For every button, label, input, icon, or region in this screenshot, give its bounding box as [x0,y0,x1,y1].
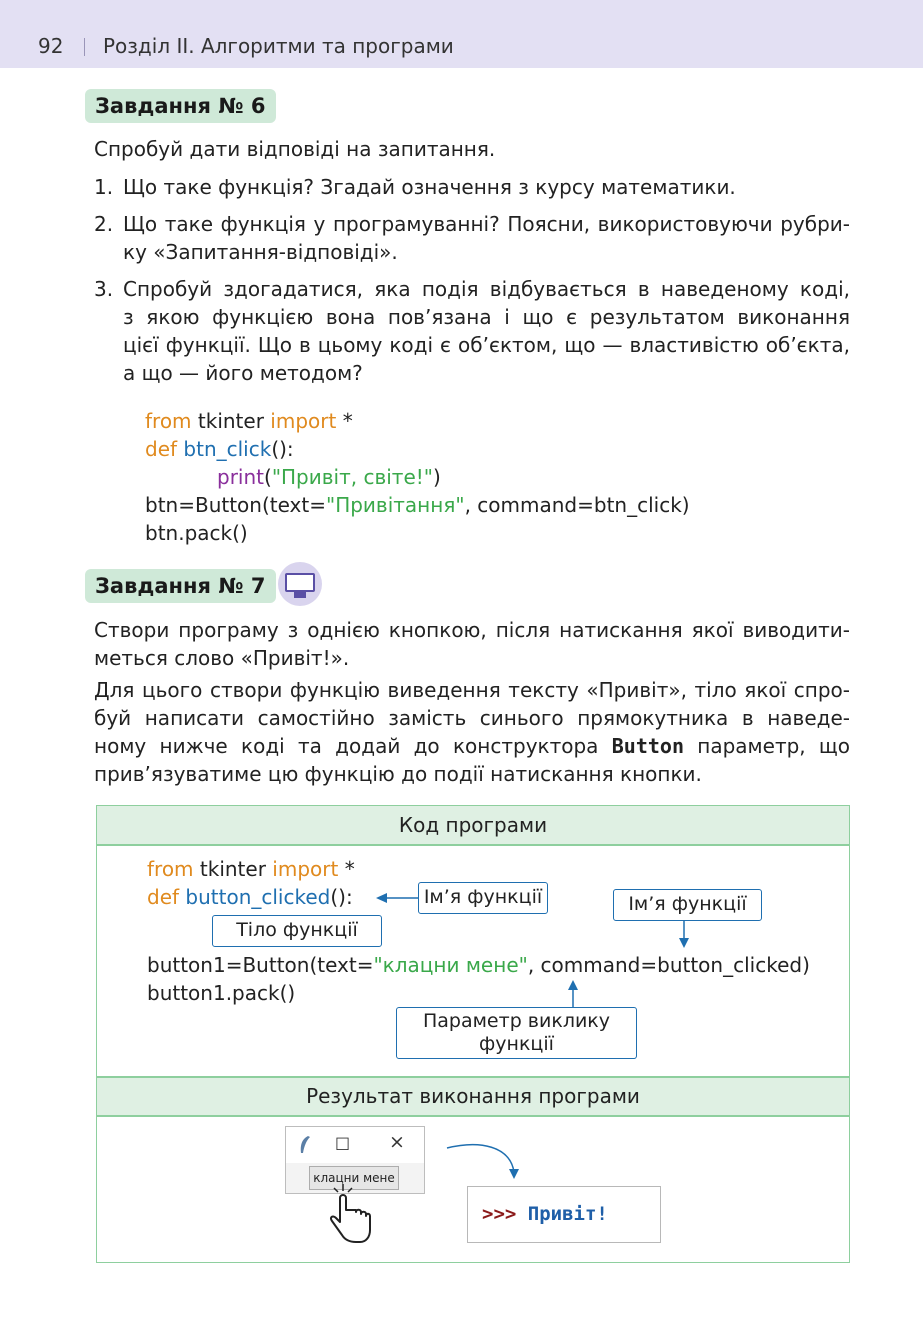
arrow-head [568,980,578,990]
code-text: ) [432,465,441,489]
code-text: * [338,857,355,881]
console-output-text: Привіт! [527,1203,608,1225]
close-icon[interactable]: × [389,1131,405,1153]
task7-p1-line: Створи програму з однією кнопкою, після натискання якої виводити- [94,618,850,642]
code-header: Код програми [97,806,849,844]
task6-item3-line: цієї функції. Що в цьому коді є об’єктом, що — властивістю об’єкта, [123,333,850,357]
code-keyword: def [145,437,178,461]
task6-item3-line: з якою функцією вона пов’язана і що є результатом виконання [123,305,850,329]
callout-function-name-right: Ім’я функції [613,889,762,921]
code-text: ( [264,465,272,489]
code-keyword: import [270,409,337,433]
task7-p2-line: прив’язуватиме цю функцію до події натискання кнопки. [94,762,702,786]
code-string: "Привітання" [326,493,465,517]
code-keyword: def [147,885,180,909]
task6-item1-number: 1. [94,175,114,199]
code-keyword: import [272,857,339,881]
code-text: , command=btn_click) [464,493,690,517]
code-text: btn=Button(text= [145,493,326,517]
arrow-head [509,1169,519,1179]
click-me-button[interactable]: клацни мене [309,1166,399,1190]
callout-call-parameter-line: функції [479,1033,554,1055]
table-divider [97,1115,849,1117]
code-function-name: button_clicked [179,885,331,909]
result-arrow [447,1145,514,1172]
table-code-line-4: button1.pack() [147,981,296,1005]
callout-function-body: Тіло функції [212,915,382,947]
task7-p2-line: буй написати самостійно замість синього прямокутника в наведе- [94,706,850,730]
code-line-5: btn.pack() [145,521,248,545]
task6-item2-line: Що таке функція у програмуванні? Поясни, використовуючи рубри- [123,212,850,236]
task6-badge: Завдання № 6 [85,89,276,123]
result-header: Результат виконання програми [97,1078,849,1115]
output-console [467,1186,661,1243]
task7-badge: Завдання № 7 [85,569,276,603]
code-text: tkinter [191,409,271,433]
code-string: "клацни мене" [373,953,528,977]
code-function-name: btn_click [177,437,272,461]
console-prompt: >>> [482,1203,517,1225]
code-builtin: print [217,465,264,489]
task6-item1-line: Що таке функція? Згадай означення з курсу математики. [123,175,736,199]
arrow-head [679,938,689,948]
maximize-icon[interactable]: □ [335,1133,351,1152]
code-keyword: from [147,857,194,881]
task6-item3-line: Спробуй здогадатися, яка подія відбувається в наведеному коді, [123,277,850,301]
task6-item2-number: 2. [94,212,114,236]
code-text: , command=button_clicked) [527,953,810,977]
task6-item3-number: 3. [94,277,114,301]
task7-p1-line: меться слово «Привіт!». [94,646,350,670]
task6-item2-line: ку «Запитання-відповіді». [123,240,398,264]
arrow-head [376,893,387,903]
feather-icon [298,1135,312,1155]
code-text: tkinter [193,857,273,881]
code-text: (): [330,885,353,909]
callout-call-parameter-line: Параметр виклику [422,1010,611,1032]
task7-p2-line: Для цього створи функцію виведення тексту «Привіт», тіло якої спро- [94,678,850,702]
code-keyword: from [145,409,192,433]
hand-cursor-icon [326,1180,374,1244]
task6-intro: Спробуй дати відповіді на запитання. [94,137,496,161]
code-text: (): [271,437,294,461]
code-text: button1=Button(text= [147,953,374,977]
task7-p2-text: ному нижче коді та додай до конструктора [94,734,612,758]
callout-function-name-left: Ім’я функції [418,882,548,914]
code-text: * [336,409,353,433]
section-title: Розділ ІІ. Алгоритми та програми [103,34,454,58]
code-string: "Привіт, світе!" [271,465,433,489]
task7-p2-text: параметр, що [683,734,850,758]
task6-item3-line: а що — його методом? [123,361,363,385]
page-number: 92 [38,34,64,58]
button-keyword: Button [611,734,684,758]
